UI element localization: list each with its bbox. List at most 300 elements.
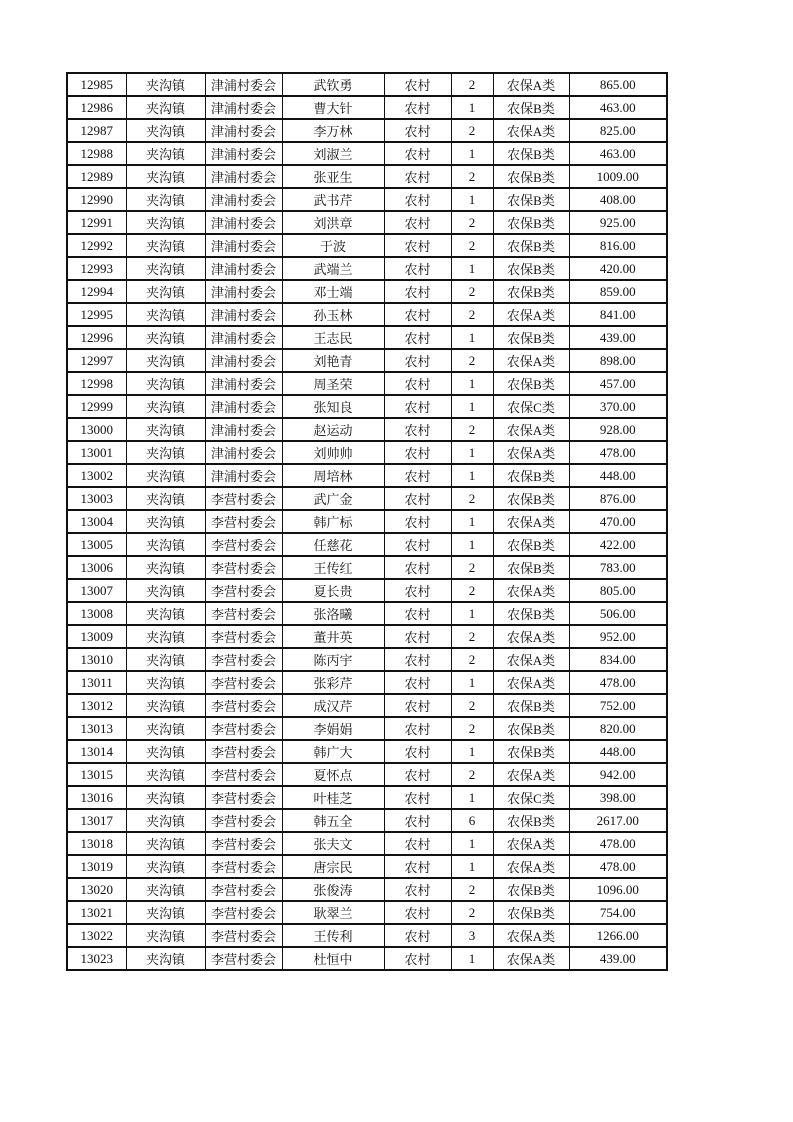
table-row <box>67 464 667 487</box>
table-row <box>67 901 667 924</box>
cell-person_count: 2 <box>451 648 493 671</box>
table-row <box>67 717 667 740</box>
cell-insurance_category: 农保A类 <box>493 671 569 694</box>
cell-insurance_category: 农保B类 <box>493 96 569 119</box>
cell-town: 夹沟镇 <box>126 487 205 510</box>
cell-residence_type: 农村 <box>384 119 451 142</box>
cell-person_name: 夏长贵 <box>282 579 384 602</box>
cell-insurance_category: 农保B类 <box>493 464 569 487</box>
cell-residence_type: 农村 <box>384 556 451 579</box>
cell-amount: 942.00 <box>569 763 667 786</box>
cell-person_name: 韩广标 <box>282 510 384 533</box>
cell-town: 夹沟镇 <box>126 395 205 418</box>
cell-amount: 478.00 <box>569 441 667 464</box>
cell-village_committee: 津浦村委会 <box>205 234 282 257</box>
cell-insurance_category: 农保A类 <box>493 119 569 142</box>
cell-amount: 470.00 <box>569 510 667 533</box>
cell-village_committee: 李营村委会 <box>205 602 282 625</box>
cell-town: 夹沟镇 <box>126 464 205 487</box>
table-row <box>67 303 667 326</box>
cell-residence_type: 农村 <box>384 579 451 602</box>
cell-village_committee: 津浦村委会 <box>205 441 282 464</box>
table-row <box>67 142 667 165</box>
cell-insurance_category: 农保A类 <box>493 349 569 372</box>
cell-residence_type: 农村 <box>384 947 451 970</box>
cell-amount: 841.00 <box>569 303 667 326</box>
cell-amount: 478.00 <box>569 832 667 855</box>
cell-residence_type: 农村 <box>384 717 451 740</box>
cell-town: 夹沟镇 <box>126 142 205 165</box>
table-row <box>67 740 667 763</box>
cell-residence_type: 农村 <box>384 533 451 556</box>
cell-person_count: 2 <box>451 73 493 96</box>
cell-person_count: 2 <box>451 579 493 602</box>
cell-amount: 898.00 <box>569 349 667 372</box>
cell-person_name: 武书芹 <box>282 188 384 211</box>
cell-amount: 463.00 <box>569 142 667 165</box>
cell-insurance_category: 农保A类 <box>493 648 569 671</box>
cell-village_committee: 李营村委会 <box>205 786 282 809</box>
cell-town: 夹沟镇 <box>126 924 205 947</box>
cell-residence_type: 农村 <box>384 326 451 349</box>
cell-village_committee: 李营村委会 <box>205 740 282 763</box>
cell-residence_type: 农村 <box>384 671 451 694</box>
cell-village_committee: 津浦村委会 <box>205 96 282 119</box>
cell-village_committee: 李营村委会 <box>205 717 282 740</box>
cell-person_count: 2 <box>451 717 493 740</box>
cell-serial_no: 13016 <box>67 786 126 809</box>
cell-village_committee: 李营村委会 <box>205 648 282 671</box>
cell-insurance_category: 农保A类 <box>493 832 569 855</box>
table-row <box>67 855 667 878</box>
cell-insurance_category: 农保B类 <box>493 234 569 257</box>
cell-village_committee: 津浦村委会 <box>205 119 282 142</box>
cell-person_name: 叶桂芝 <box>282 786 384 809</box>
cell-person_count: 2 <box>451 303 493 326</box>
cell-village_committee: 津浦村委会 <box>205 326 282 349</box>
cell-person_count: 1 <box>451 142 493 165</box>
cell-residence_type: 农村 <box>384 924 451 947</box>
cell-insurance_category: 农保C类 <box>493 786 569 809</box>
table-body <box>67 73 667 970</box>
cell-serial_no: 12990 <box>67 188 126 211</box>
table-row <box>67 556 667 579</box>
cell-serial_no: 13006 <box>67 556 126 579</box>
cell-person_count: 2 <box>451 165 493 188</box>
cell-town: 夹沟镇 <box>126 855 205 878</box>
cell-village_committee: 李营村委会 <box>205 809 282 832</box>
cell-amount: 805.00 <box>569 579 667 602</box>
cell-insurance_category: 农保B类 <box>493 809 569 832</box>
cell-village_committee: 津浦村委会 <box>205 73 282 96</box>
cell-insurance_category: 农保C类 <box>493 395 569 418</box>
cell-person_count: 1 <box>451 96 493 119</box>
cell-serial_no: 12985 <box>67 73 126 96</box>
table-row <box>67 579 667 602</box>
cell-town: 夹沟镇 <box>126 947 205 970</box>
table-row <box>67 280 667 303</box>
cell-insurance_category: 农保B类 <box>493 280 569 303</box>
cell-village_committee: 津浦村委会 <box>205 142 282 165</box>
cell-town: 夹沟镇 <box>126 717 205 740</box>
cell-amount: 370.00 <box>569 395 667 418</box>
cell-residence_type: 农村 <box>384 211 451 234</box>
table-row <box>67 395 667 418</box>
cell-insurance_category: 农保B类 <box>493 556 569 579</box>
cell-serial_no: 13017 <box>67 809 126 832</box>
cell-amount: 439.00 <box>569 326 667 349</box>
cell-town: 夹沟镇 <box>126 671 205 694</box>
cell-insurance_category: 农保A类 <box>493 625 569 648</box>
cell-amount: 754.00 <box>569 901 667 924</box>
cell-serial_no: 12993 <box>67 257 126 280</box>
cell-person_name: 武钦勇 <box>282 73 384 96</box>
cell-village_committee: 李营村委会 <box>205 533 282 556</box>
cell-amount: 398.00 <box>569 786 667 809</box>
cell-amount: 478.00 <box>569 671 667 694</box>
cell-amount: 506.00 <box>569 602 667 625</box>
cell-residence_type: 农村 <box>384 395 451 418</box>
cell-insurance_category: 农保B类 <box>493 211 569 234</box>
cell-person_name: 李万林 <box>282 119 384 142</box>
cell-insurance_category: 农保A类 <box>493 303 569 326</box>
cell-person_count: 1 <box>451 326 493 349</box>
cell-person_name: 武广金 <box>282 487 384 510</box>
cell-person_name: 董井英 <box>282 625 384 648</box>
cell-person_count: 1 <box>451 786 493 809</box>
cell-amount: 825.00 <box>569 119 667 142</box>
cell-person_count: 2 <box>451 694 493 717</box>
cell-amount: 859.00 <box>569 280 667 303</box>
cell-amount: 1266.00 <box>569 924 667 947</box>
cell-person_name: 韩广大 <box>282 740 384 763</box>
table-row <box>67 441 667 464</box>
cell-person_name: 张洛曦 <box>282 602 384 625</box>
cell-amount: 463.00 <box>569 96 667 119</box>
table-row <box>67 234 667 257</box>
cell-town: 夹沟镇 <box>126 809 205 832</box>
cell-insurance_category: 农保B类 <box>493 717 569 740</box>
table-row <box>67 602 667 625</box>
cell-town: 夹沟镇 <box>126 602 205 625</box>
table-row <box>67 487 667 510</box>
cell-residence_type: 农村 <box>384 901 451 924</box>
cell-village_committee: 李营村委会 <box>205 510 282 533</box>
cell-village_committee: 津浦村委会 <box>205 418 282 441</box>
cell-insurance_category: 农保B类 <box>493 165 569 188</box>
cell-insurance_category: 农保B类 <box>493 188 569 211</box>
cell-person_count: 2 <box>451 901 493 924</box>
cell-person_count: 2 <box>451 119 493 142</box>
cell-person_name: 王传利 <box>282 924 384 947</box>
cell-village_committee: 津浦村委会 <box>205 303 282 326</box>
cell-person_name: 刘洪章 <box>282 211 384 234</box>
table-row <box>67 832 667 855</box>
table-row <box>67 878 667 901</box>
cell-residence_type: 农村 <box>384 188 451 211</box>
cell-person_count: 1 <box>451 602 493 625</box>
cell-person_name: 邓士端 <box>282 280 384 303</box>
table-row <box>67 786 667 809</box>
table-row <box>67 96 667 119</box>
table-row <box>67 73 667 96</box>
cell-residence_type: 农村 <box>384 786 451 809</box>
cell-insurance_category: 农保B类 <box>493 740 569 763</box>
cell-serial_no: 13014 <box>67 740 126 763</box>
roster-table <box>66 72 668 971</box>
table-row <box>67 510 667 533</box>
cell-town: 夹沟镇 <box>126 740 205 763</box>
cell-amount: 1009.00 <box>569 165 667 188</box>
cell-insurance_category: 农保A类 <box>493 418 569 441</box>
table-row <box>67 165 667 188</box>
cell-town: 夹沟镇 <box>126 96 205 119</box>
cell-person_count: 2 <box>451 280 493 303</box>
table-row <box>67 763 667 786</box>
cell-serial_no: 13011 <box>67 671 126 694</box>
cell-person_name: 耿翠兰 <box>282 901 384 924</box>
cell-person_count: 2 <box>451 487 493 510</box>
cell-serial_no: 13001 <box>67 441 126 464</box>
cell-person_count: 1 <box>451 188 493 211</box>
cell-residence_type: 农村 <box>384 234 451 257</box>
cell-residence_type: 农村 <box>384 418 451 441</box>
cell-residence_type: 农村 <box>384 832 451 855</box>
cell-residence_type: 农村 <box>384 809 451 832</box>
cell-person_count: 1 <box>451 855 493 878</box>
cell-residence_type: 农村 <box>384 142 451 165</box>
cell-amount: 834.00 <box>569 648 667 671</box>
cell-serial_no: 13003 <box>67 487 126 510</box>
cell-amount: 925.00 <box>569 211 667 234</box>
cell-person_name: 杜恒中 <box>282 947 384 970</box>
cell-village_committee: 李营村委会 <box>205 947 282 970</box>
cell-serial_no: 13000 <box>67 418 126 441</box>
cell-town: 夹沟镇 <box>126 234 205 257</box>
cell-town: 夹沟镇 <box>126 211 205 234</box>
cell-village_committee: 津浦村委会 <box>205 464 282 487</box>
cell-amount: 439.00 <box>569 947 667 970</box>
cell-village_committee: 李营村委会 <box>205 763 282 786</box>
cell-village_committee: 津浦村委会 <box>205 211 282 234</box>
cell-insurance_category: 农保B类 <box>493 602 569 625</box>
table-row <box>67 188 667 211</box>
table-row <box>67 947 667 970</box>
cell-person_name: 成汉芹 <box>282 694 384 717</box>
cell-serial_no: 13012 <box>67 694 126 717</box>
cell-village_committee: 李营村委会 <box>205 694 282 717</box>
cell-serial_no: 12999 <box>67 395 126 418</box>
cell-person_name: 张俊涛 <box>282 878 384 901</box>
cell-serial_no: 12991 <box>67 211 126 234</box>
table-row <box>67 694 667 717</box>
cell-serial_no: 12992 <box>67 234 126 257</box>
cell-village_committee: 李营村委会 <box>205 901 282 924</box>
cell-town: 夹沟镇 <box>126 901 205 924</box>
cell-town: 夹沟镇 <box>126 625 205 648</box>
cell-person_name: 刘艳青 <box>282 349 384 372</box>
cell-person_count: 1 <box>451 533 493 556</box>
table-row <box>67 809 667 832</box>
table-row <box>67 533 667 556</box>
table-row <box>67 119 667 142</box>
table-row <box>67 625 667 648</box>
cell-amount: 448.00 <box>569 740 667 763</box>
cell-amount: 408.00 <box>569 188 667 211</box>
cell-residence_type: 农村 <box>384 740 451 763</box>
cell-serial_no: 12988 <box>67 142 126 165</box>
cell-residence_type: 农村 <box>384 464 451 487</box>
cell-town: 夹沟镇 <box>126 303 205 326</box>
cell-person_count: 2 <box>451 418 493 441</box>
cell-person_count: 1 <box>451 740 493 763</box>
cell-village_committee: 李营村委会 <box>205 855 282 878</box>
cell-residence_type: 农村 <box>384 855 451 878</box>
cell-person_name: 唐宗民 <box>282 855 384 878</box>
cell-insurance_category: 农保A类 <box>493 579 569 602</box>
cell-village_committee: 李营村委会 <box>205 878 282 901</box>
cell-town: 夹沟镇 <box>126 579 205 602</box>
cell-town: 夹沟镇 <box>126 257 205 280</box>
cell-serial_no: 13013 <box>67 717 126 740</box>
cell-person_count: 2 <box>451 878 493 901</box>
cell-insurance_category: 农保B类 <box>493 326 569 349</box>
cell-person_name: 陈丙宇 <box>282 648 384 671</box>
cell-person_name: 夏怀点 <box>282 763 384 786</box>
cell-town: 夹沟镇 <box>126 349 205 372</box>
cell-person_name: 任慈花 <box>282 533 384 556</box>
table-row <box>67 326 667 349</box>
cell-person_name: 张彩芹 <box>282 671 384 694</box>
cell-residence_type: 农村 <box>384 441 451 464</box>
cell-person_count: 1 <box>451 395 493 418</box>
cell-residence_type: 农村 <box>384 303 451 326</box>
cell-residence_type: 农村 <box>384 510 451 533</box>
cell-village_committee: 李营村委会 <box>205 556 282 579</box>
cell-village_committee: 津浦村委会 <box>205 372 282 395</box>
cell-residence_type: 农村 <box>384 487 451 510</box>
cell-person_name: 王传红 <box>282 556 384 579</box>
cell-town: 夹沟镇 <box>126 694 205 717</box>
cell-village_committee: 津浦村委会 <box>205 349 282 372</box>
cell-person_count: 2 <box>451 763 493 786</box>
cell-person_name: 王志民 <box>282 326 384 349</box>
cell-amount: 816.00 <box>569 234 667 257</box>
table-row <box>67 671 667 694</box>
cell-person_name: 武端兰 <box>282 257 384 280</box>
cell-person_count: 3 <box>451 924 493 947</box>
cell-person_count: 1 <box>451 257 493 280</box>
cell-town: 夹沟镇 <box>126 119 205 142</box>
cell-serial_no: 13018 <box>67 832 126 855</box>
cell-residence_type: 农村 <box>384 96 451 119</box>
cell-serial_no: 12998 <box>67 372 126 395</box>
cell-person_name: 刘帅帅 <box>282 441 384 464</box>
cell-serial_no: 12996 <box>67 326 126 349</box>
cell-town: 夹沟镇 <box>126 188 205 211</box>
cell-person_name: 曹大针 <box>282 96 384 119</box>
cell-village_committee: 津浦村委会 <box>205 188 282 211</box>
cell-town: 夹沟镇 <box>126 510 205 533</box>
cell-serial_no: 13007 <box>67 579 126 602</box>
cell-serial_no: 13022 <box>67 924 126 947</box>
cell-village_committee: 李营村委会 <box>205 924 282 947</box>
cell-serial_no: 12987 <box>67 119 126 142</box>
cell-village_committee: 李营村委会 <box>205 579 282 602</box>
cell-serial_no: 13004 <box>67 510 126 533</box>
cell-person_count: 2 <box>451 211 493 234</box>
cell-residence_type: 农村 <box>384 878 451 901</box>
table-row <box>67 349 667 372</box>
cell-town: 夹沟镇 <box>126 878 205 901</box>
cell-town: 夹沟镇 <box>126 648 205 671</box>
cell-amount: 783.00 <box>569 556 667 579</box>
cell-amount: 448.00 <box>569 464 667 487</box>
cell-residence_type: 农村 <box>384 648 451 671</box>
cell-town: 夹沟镇 <box>126 786 205 809</box>
cell-person_name: 赵运动 <box>282 418 384 441</box>
cell-insurance_category: 农保B类 <box>493 487 569 510</box>
cell-person_count: 2 <box>451 556 493 579</box>
cell-serial_no: 13023 <box>67 947 126 970</box>
cell-person_count: 1 <box>451 441 493 464</box>
cell-town: 夹沟镇 <box>126 165 205 188</box>
table-row <box>67 418 667 441</box>
cell-residence_type: 农村 <box>384 763 451 786</box>
cell-insurance_category: 农保A类 <box>493 763 569 786</box>
cell-insurance_category: 农保B类 <box>493 257 569 280</box>
cell-person_name: 周培林 <box>282 464 384 487</box>
cell-person_name: 于波 <box>282 234 384 257</box>
cell-amount: 876.00 <box>569 487 667 510</box>
cell-person_count: 1 <box>451 464 493 487</box>
cell-residence_type: 农村 <box>384 694 451 717</box>
cell-town: 夹沟镇 <box>126 280 205 303</box>
cell-insurance_category: 农保A类 <box>493 73 569 96</box>
cell-insurance_category: 农保B类 <box>493 372 569 395</box>
cell-village_committee: 津浦村委会 <box>205 165 282 188</box>
cell-insurance_category: 农保B类 <box>493 142 569 165</box>
cell-town: 夹沟镇 <box>126 326 205 349</box>
cell-person_name: 张亚生 <box>282 165 384 188</box>
cell-town: 夹沟镇 <box>126 372 205 395</box>
cell-town: 夹沟镇 <box>126 832 205 855</box>
cell-serial_no: 13005 <box>67 533 126 556</box>
cell-residence_type: 农村 <box>384 165 451 188</box>
cell-person_name: 周圣荣 <box>282 372 384 395</box>
cell-village_committee: 李营村委会 <box>205 625 282 648</box>
cell-residence_type: 农村 <box>384 257 451 280</box>
table-row <box>67 372 667 395</box>
cell-amount: 820.00 <box>569 717 667 740</box>
cell-serial_no: 13002 <box>67 464 126 487</box>
cell-person_count: 2 <box>451 625 493 648</box>
cell-insurance_category: 农保A类 <box>493 441 569 464</box>
cell-amount: 422.00 <box>569 533 667 556</box>
cell-amount: 1096.00 <box>569 878 667 901</box>
cell-insurance_category: 农保B类 <box>493 694 569 717</box>
cell-person_name: 孙玉林 <box>282 303 384 326</box>
cell-insurance_category: 农保A类 <box>493 947 569 970</box>
cell-amount: 2617.00 <box>569 809 667 832</box>
cell-amount: 752.00 <box>569 694 667 717</box>
cell-insurance_category: 农保B类 <box>493 901 569 924</box>
cell-person_name: 张知良 <box>282 395 384 418</box>
cell-amount: 928.00 <box>569 418 667 441</box>
cell-town: 夹沟镇 <box>126 73 205 96</box>
cell-town: 夹沟镇 <box>126 441 205 464</box>
cell-town: 夹沟镇 <box>126 763 205 786</box>
